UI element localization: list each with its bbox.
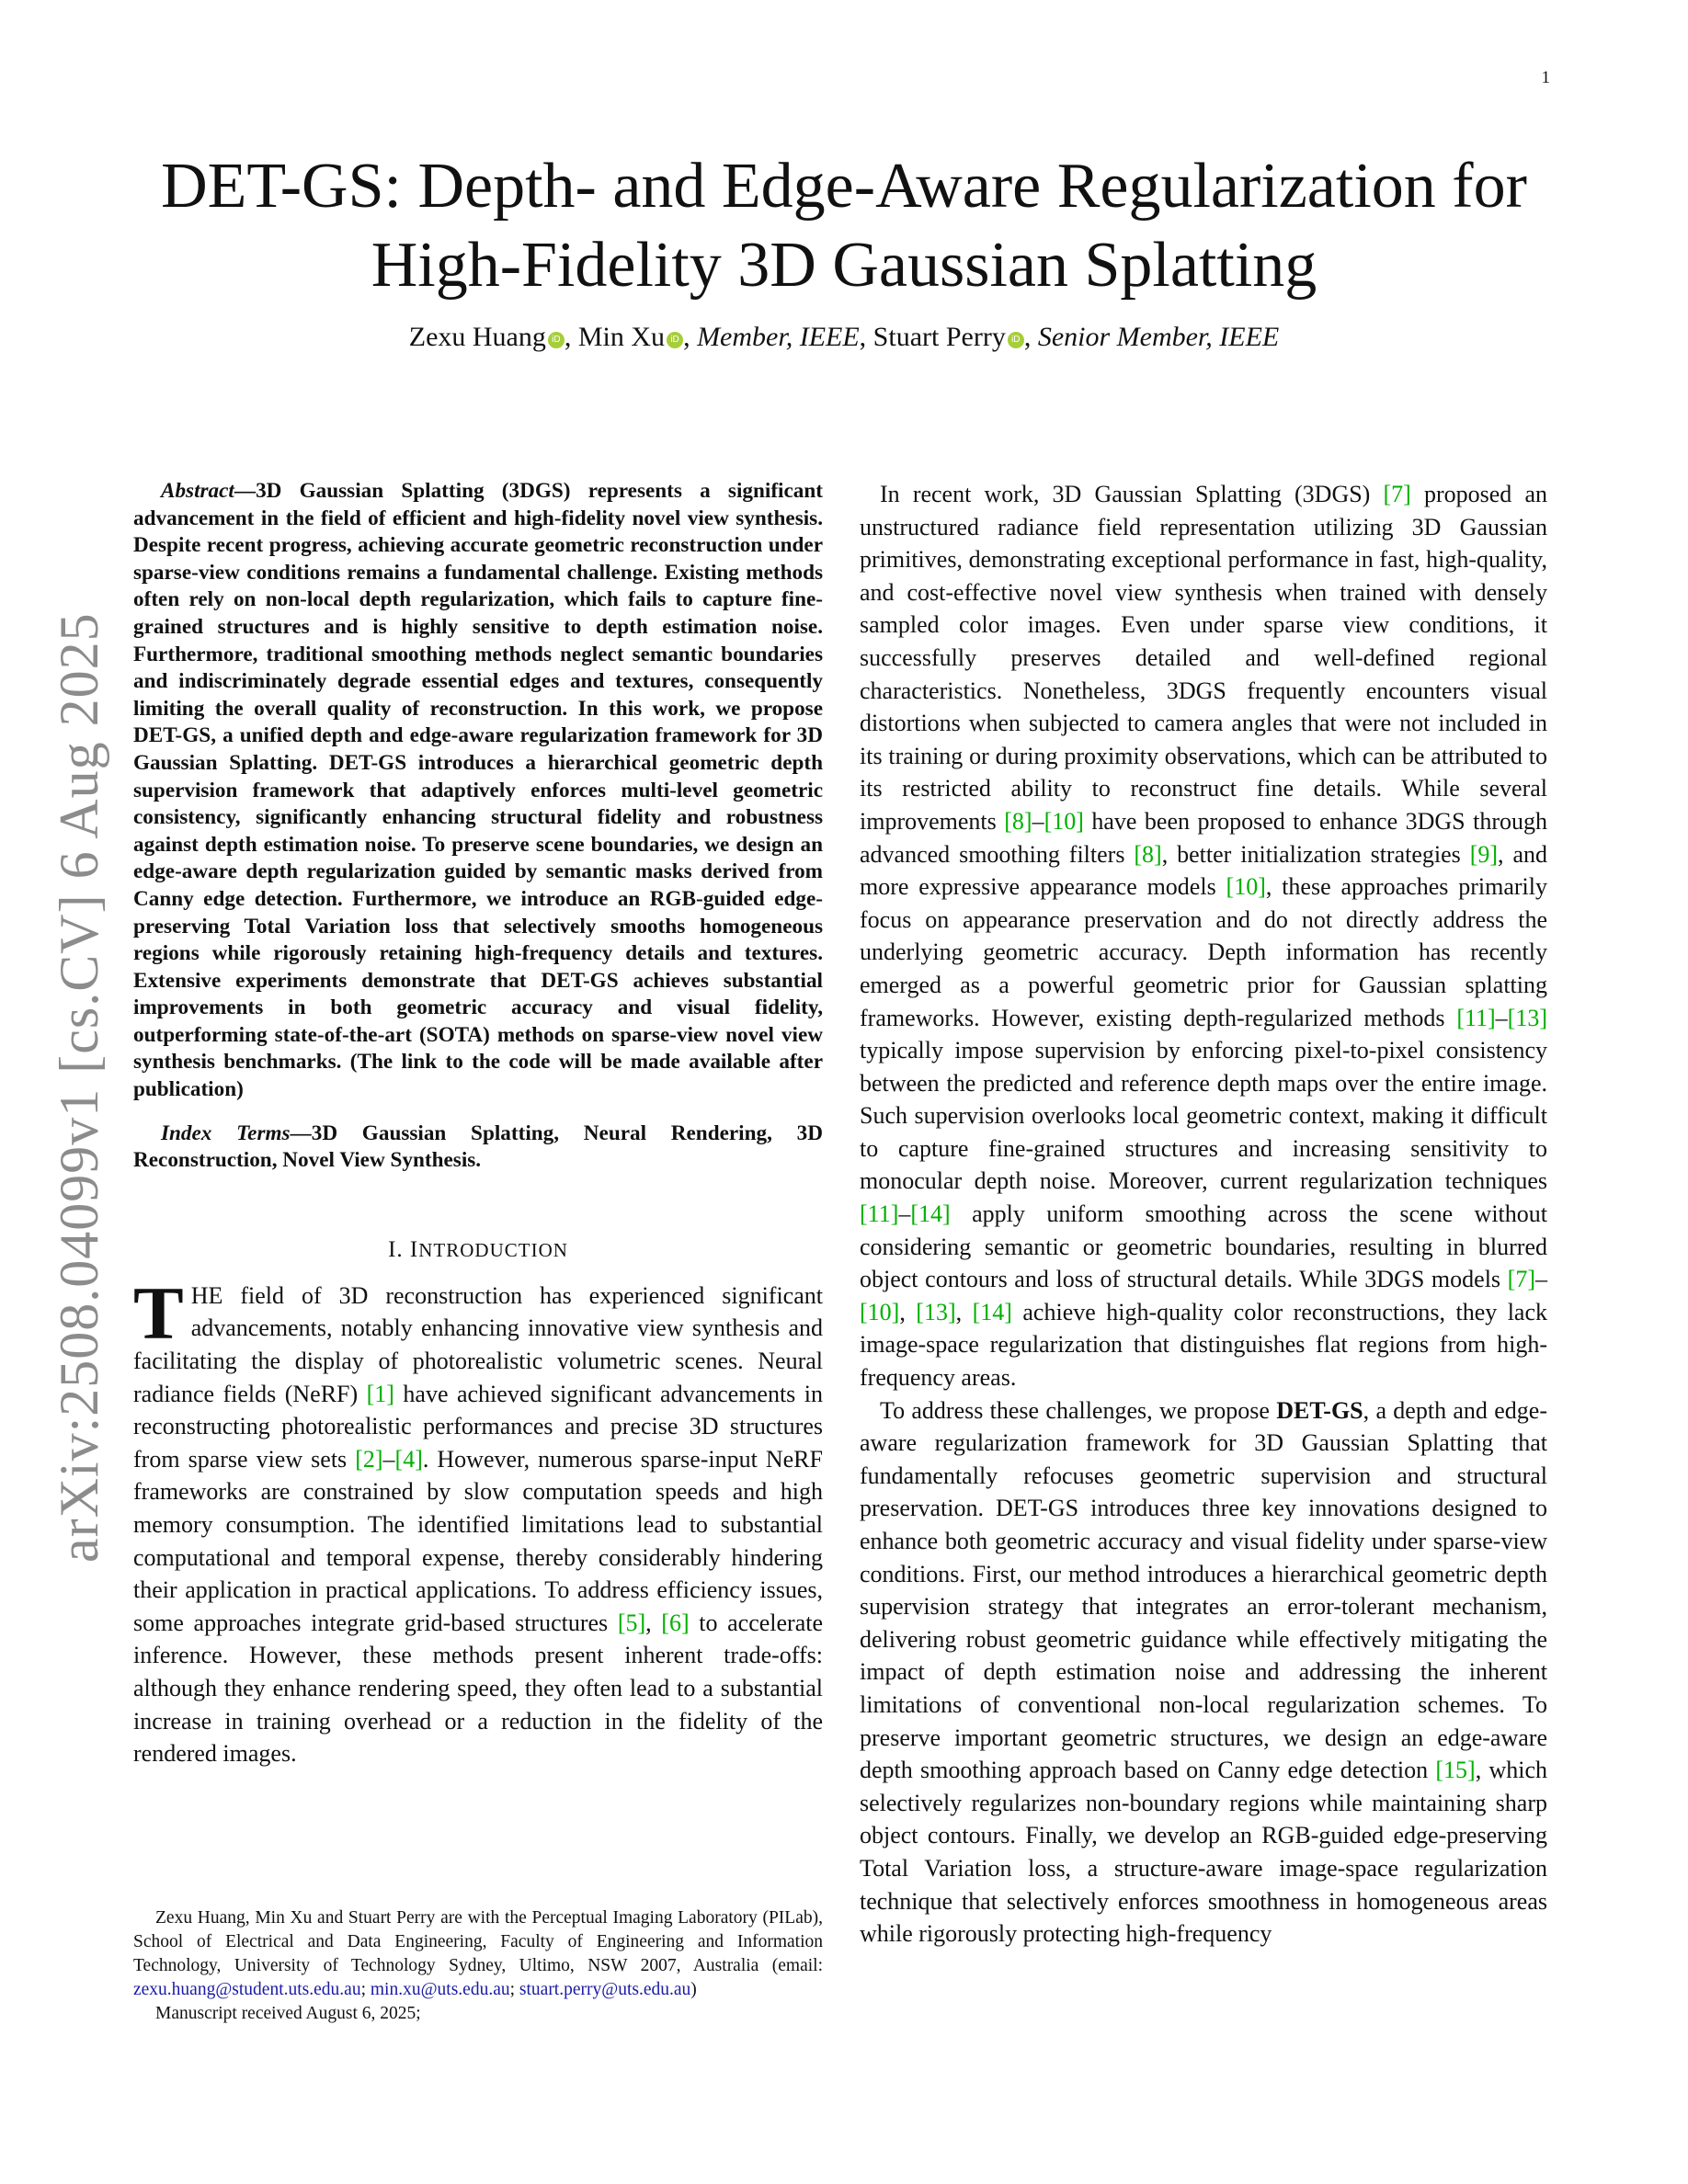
author-3: Stuart Perry [873,322,1006,352]
page-number: 1 [1541,68,1550,87]
intro-text: HE field of 3D reconstruction has experienced significant advancements, notably enhancing innovative view synthesis and facilitating the display of photorealistic volumetric scenes. Neural radiance fields (NeRF) [133,1281,823,1407]
index-terms-text: —3D Gaussian Splatting, Neural Rendering, 3D Reconstruction, Novel View Synthesis. [133,1120,823,1173]
citation-link[interactable]: [9] [1469,840,1499,868]
intro-paragraph [133,1270,824,1770]
author-2: Min Xu [577,322,666,352]
citation-link[interactable]: [10] [860,1298,900,1325]
citation-link[interactable]: [1] [366,1380,394,1407]
citation-link[interactable]: [10] [1226,873,1266,901]
author-2-role: Member, IEEE [697,322,860,352]
abstract-label: Abstract [161,479,234,503]
body-paragraph [860,1394,1547,1951]
intro-text: , [645,1609,662,1636]
right-column [860,478,1547,1951]
footnote-sep: ; [360,1980,371,1999]
orcid-icon[interactable]: iD [667,332,683,348]
left-column [133,478,823,1770]
citation-link[interactable]: [15] [1435,1757,1476,1784]
footnote [133,1906,823,2026]
title-line-1: DET-GS: Depth- and Edge-Aware Regularization for [161,151,1527,222]
arxiv-stamp: arXiv:2508.04099v1 [cs.CV] 6 Aug 2025 [49,612,109,1563]
method-name: DET-GS [1276,1396,1363,1424]
citation-link[interactable]: [13] [916,1298,956,1325]
body-text: – [1495,1004,1508,1031]
index-terms [133,1120,823,1175]
intro-text: – [382,1445,395,1473]
citation-link[interactable]: [8] [1134,840,1162,868]
citation-link[interactable]: [10] [1044,807,1084,835]
footnote-sep: ; [509,1980,519,1999]
body-text: , better initialization strategies [1161,840,1470,868]
body-text: , [899,1298,917,1325]
footnote-text: Zexu Huang, Min Xu and Stuart Perry are with the Perceptual Imaging Laboratory (PILab), School of Electrical and Data Engineering, Faculty of Engineering and Information Technology, University of Technology Sydney, Ultimo, NSW 2007, Australia (email: [133,1908,823,1975]
footnote-sep: ) [690,1980,697,1999]
body-text: , which selectively regularizes non-boundary regions while maintaining sharp object contours. Finally, we develop an RGB-guided edge-preserving Total Variation loss, a structure-aware image-space regularization technique that selectively enforces smoothness in homogeneous areas while rigorously protecting high-frequency [860,1757,1547,1948]
author-3-role: Senior Member, IEEE [1037,322,1280,352]
author-1: Zexu Huang [408,322,546,352]
body-text: , these approaches primarily focus on appearance preservation and do not directly address the underlying geometric accuracy. Depth information has recently emerged as a powerful geometric prior for Gaussian splatting frameworks. However, existing depth-regularized methods [860,873,1547,1031]
body-text: – [898,1200,911,1228]
section-numeral: I. I [388,1236,419,1262]
body-text: In recent work, 3D Gaussian Splatting (3DGS) [880,481,1384,507]
citation-link[interactable]: [7] [1507,1266,1535,1293]
body-text: typically impose supervision by enforcing pixel-to-pixel consistency between the predicted and reference depth maps over the entire image. Such supervision overlooks local geometric context, making it difficult to capture fine-grained structures and increasing sensitivity to monocular depth noise. Moreover, current regularization techniques [860,1037,1547,1195]
paper-title [92,147,1596,305]
orcid-icon[interactable]: iD [1008,332,1024,348]
citation-link[interactable]: [14] [972,1298,1012,1325]
citation-link[interactable]: [5] [617,1609,646,1636]
manuscript-note: Manuscript received August 6, 2025; [155,2004,421,2023]
email-link[interactable]: zexu.huang@student.uts.edu.au [133,1980,361,1999]
citation-link[interactable]: [8] [1004,807,1032,835]
body-text: have been proposed to enhance 3DGS through advanced smoothing filters [860,807,1547,868]
section-heading-introduction [133,1237,823,1263]
title-line-2: High-Fidelity 3D Gaussian Splatting [371,230,1317,301]
author-list: Zexu Huang iD , Min Xu iD , Member, IEEE, Stuart Perry iD , Senior Member, IEEE [408,322,1280,352]
body-text: To address these challenges, we propose [880,1396,1277,1424]
body-text: – [1535,1266,1547,1293]
dropcap: T [133,1270,184,1355]
orcid-icon[interactable]: iD [548,332,565,348]
body-text: proposed an unstructured radiance field representation utilizing 3D Gaussian primitives, demonstrating exceptional performance in fast, high-quality, and cost-effective novel view synthesis when trained with densely sampled color images. Even under sparse view conditions, it successfully preserves detailed and well-defined regional characteristics. Nonetheless, 3DGS frequently encounters visual distortions when subjected to camera angles that were not included in its training or during proximity observations, which can be attributed to its restricted ability to reconstruct fine details. While several improvements [860,481,1547,835]
citation-link[interactable]: [11] [1456,1004,1496,1031]
citation-link[interactable]: [7] [1383,481,1411,507]
intro-text: to accelerate inference. However, these methods present inherent trade-offs: although they enhance rendering speed, they often lead to a substantial increase in training overhead or a reduction in the fidelity of the rendered images. [133,1609,824,1768]
citation-link[interactable]: [13] [1507,1004,1547,1031]
citation-link[interactable]: [11] [860,1200,899,1228]
citation-link[interactable]: [4] [394,1445,423,1473]
abstract-text: —3D Gaussian Splatting (3DGS) represents a significant advancement in the field of efficient and high-fidelity novel view synthesis. Despite recent progress, achieving accurate geometric reconstruction under sparse-view conditions remains a fundamental challenge. Existing methods often rely on non-local depth regularization, which fails to capture fine-grained structures and is highly sensitive to depth estimation noise. Furthermore, traditional smoothing methods neglect semantic boundaries and indiscriminately degrade essential edges and textures, consequently limiting the overall quality of reconstruction. In this work, we propose DET-GS, a unified depth and edge-aware regularization framework for 3D Gaussian Splatting. DET-GS introduces a hierarchical geometric depth supervision framework that adaptively enforces multi-level geometric consistency, significantly enhancing structural fidelity and robustness against depth estimation noise. To preserve scene boundaries, we design an edge-aware depth regularization guided by semantic masks derived from Canny edge detection. Furthermore, we introduce an RGB-guided edge-preserving Total Variation loss that selectively smooths homogeneous regions while rigorously retaining high-frequency details and textures. Extensive experiments demonstrate that DET-GS achieves substantial improvements in both geometric accuracy and visual fidelity, outperforming state-of-the-art (SOTA) methods on sparse-view novel view synthesis benchmarks. (The link to the code will be made available after publication) [133,479,823,1102]
email-link[interactable]: stuart.perry@uts.edu.au [519,1980,691,1999]
citation-link[interactable]: [6] [661,1609,690,1636]
body-text: , [955,1298,973,1325]
citation-link[interactable]: [14] [910,1200,951,1228]
body-text: , a depth and edge-aware regularization framework for 3D Gaussian Splatting that fundamentally refocuses geometric supervision and structural preservation. DET-GS introduces three key innovations designed to enhance both geometric accuracy and visual fidelity under sparse-view conditions. First, our method introduces a hierarchical geometric depth supervision strategy that integrates an error-tolerant mechanism, delivering robust geometric guidance while effectively mitigating the impact of depth estimation noise and addressing the inherent limitations of conventional non-local regularization schemes. To preserve important geometric structures, we design an edge-aware depth smoothing approach based on Canny edge detection [860,1396,1547,1784]
body-text: apply uniform smoothing across the scene without considering semantic or geometric boundaries, resulting in blurred object contours and loss of structural details. While 3DGS models [860,1200,1547,1293]
citation-link[interactable]: [2] [355,1445,383,1473]
index-terms-label: Index Terms [161,1120,291,1145]
intro-text: . However, numerous sparse-input NeRF frameworks are constrained by slow computation speeds and high memory consumption. The identified limitations lead to substantial computational and temporal expense, thereby considerably hindering their application in practical applications. To address efficiency issues, some approaches integrate grid-based structures [133,1445,823,1636]
body-text: , and more expressive appearance models [860,840,1547,901]
body-paragraph [860,478,1547,1394]
intro-text: have achieved significant advancements in reconstructing photorealistic performances and precise 3D structures from sparse view sets [133,1380,823,1473]
body-text: achieve high-quality color reconstructions, they lack image-space regularization that distinguishes flat regions from high-frequency areas. [860,1298,1548,1392]
affiliation-note [133,1906,823,2002]
body-text: – [1032,807,1044,835]
abstract [133,478,823,1104]
email-link[interactable]: min.xu@uts.edu.au [370,1980,510,1999]
section-name: NTRODUCTION [418,1238,568,1261]
